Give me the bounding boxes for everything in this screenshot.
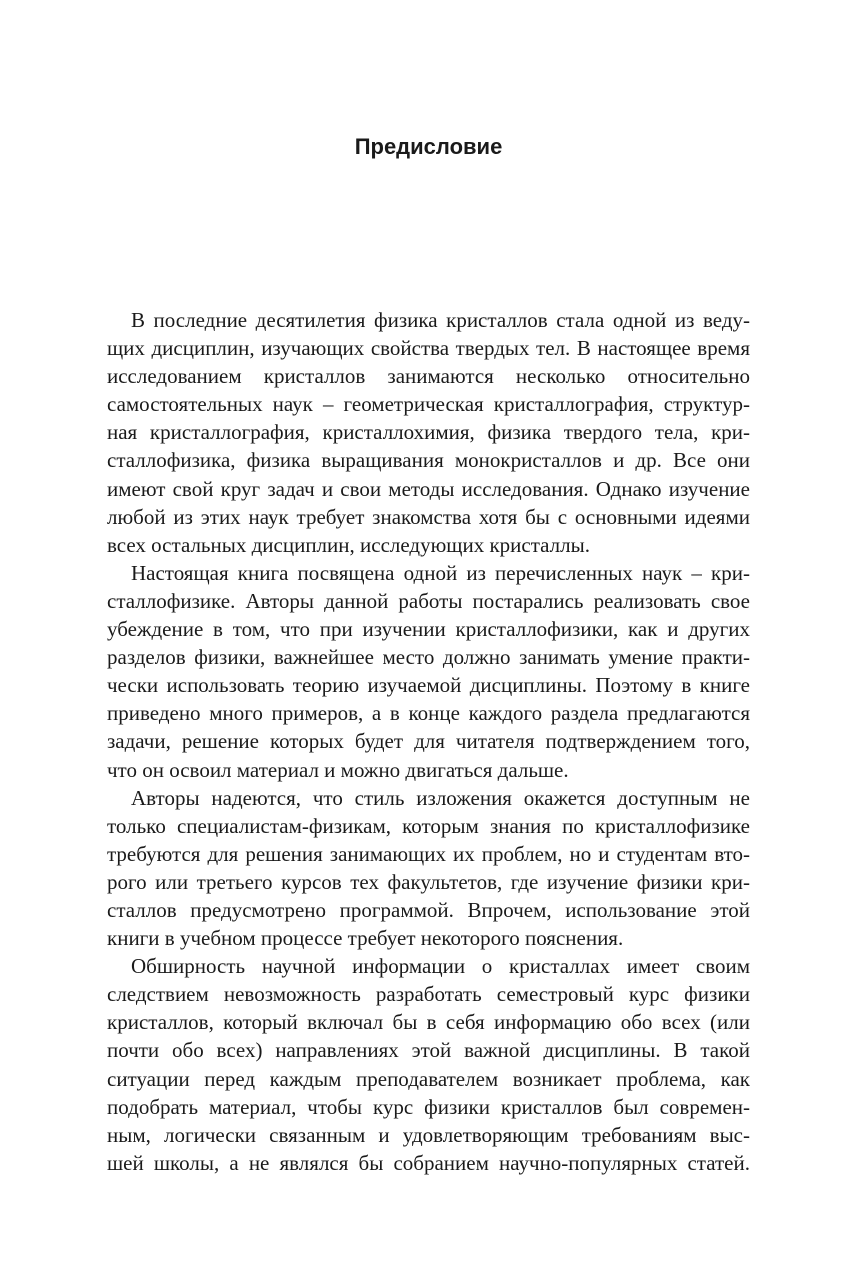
- text-line: Обширность научной информации о кристаллах имеет своим: [131, 954, 750, 979]
- text-line: ным, логически связанным и удовлетворяющим требованиям выс-: [107, 1122, 750, 1147]
- paragraph-1: [107, 306, 750, 559]
- text-line: почти обо всех) направлениях этой важной дисциплины. В такой: [107, 1038, 750, 1063]
- paragraph-4: [107, 952, 750, 1177]
- text-line: имеют свой круг задач и свои методы исследования. Однако изучение: [107, 476, 750, 501]
- text-line: В последние десятилетия физика кристаллов стала одной из веду-: [131, 308, 750, 332]
- paragraph-3: [107, 784, 750, 953]
- text-line: рого или третьего курсов тех факультетов, где изучение физики кри-: [107, 869, 750, 894]
- text-line: ная кристаллография, кристаллохимия, физика твердого тела, кри-: [107, 420, 750, 445]
- text-line: только специалистам-физикам, которым знания по кристаллофизике: [107, 813, 750, 838]
- page-title: Предисловие: [354, 134, 503, 159]
- text-line: чески использовать теорию изучаемой дисциплины. Поэтому в книге: [107, 673, 750, 698]
- text-line: Настоящая книга посвящена одной из перечисленных наук – кри-: [131, 560, 750, 585]
- text-line: следствием невозможность разработать семестровый курс физики: [107, 982, 750, 1007]
- text-line: самостоятельных наук – геометрическая кристаллография, структур-: [107, 392, 750, 417]
- text-line: всех остальных дисциплин, исследующих кристаллы.: [107, 532, 590, 557]
- text-line: сталлофизике. Авторы данной работы постарались реализовать свое: [107, 588, 750, 613]
- text-line: кристаллов, который включал бы в себя информацию обо всех (или: [107, 1010, 750, 1035]
- preface-body: [107, 306, 750, 1177]
- text-line: сталлов предусмотрено программой. Впрочем, использование этой: [107, 897, 750, 922]
- text-line: шей школы, а не являлся бы собранием научно-популярных статей.: [107, 1150, 750, 1175]
- text-line: что он освоил материал и можно двигаться дальше.: [107, 757, 569, 782]
- text-line: исследованием кристаллов занимаются несколько относительно: [107, 364, 750, 389]
- text-line: щих дисциплин, изучающих свойства твердых тел. В настоящее время: [107, 336, 750, 361]
- text-line: ситуации перед каждым преподавателем возникает проблема, как: [107, 1066, 750, 1091]
- text-line: требуются для решения занимающих их проблем, но и студентам вто-: [107, 841, 750, 866]
- text-line: любой из этих наук требует знакомства хотя бы с основными идеями: [107, 504, 750, 529]
- paragraph-2: [107, 559, 750, 784]
- text-line: книги в учебном процессе требует некоторого пояснения.: [107, 926, 624, 951]
- text-line: сталлофизика, физика выращивания монокристаллов и др. Все они: [107, 448, 750, 473]
- text-line: приведено много примеров, а в конце каждого раздела предлагаются: [107, 701, 750, 726]
- text-line: Авторы надеются, что стиль изложения окажется доступным не: [131, 785, 750, 810]
- text-line: разделов физики, важнейшее место должно занимать умение практи-: [107, 645, 750, 670]
- text-line: подобрать материал, чтобы курс физики кристаллов был современ-: [107, 1094, 750, 1119]
- text-line: задачи, решение которых будет для читателя подтверждением того,: [107, 729, 750, 754]
- text-line: убеждение в том, что при изучении кристаллофизики, как и других: [107, 617, 750, 642]
